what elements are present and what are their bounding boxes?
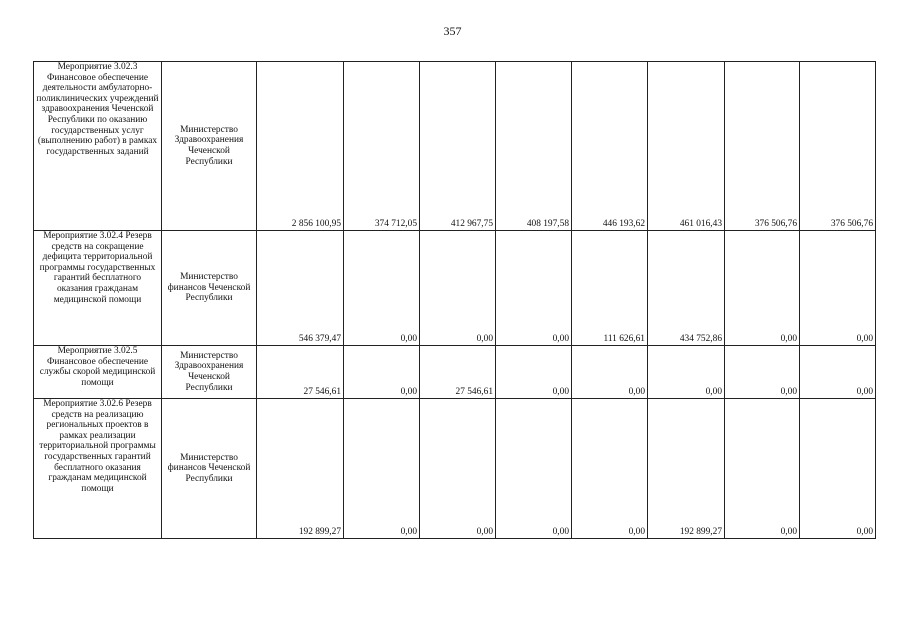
value-cell: 412 967,75 xyxy=(420,62,496,231)
executor-cell: Министерство Здравоохранения Чеченской Республики xyxy=(162,346,257,399)
page-number: 357 xyxy=(443,24,462,38)
value-cell-total: 2 856 100,95 xyxy=(257,62,344,231)
value-cell: 0,00 xyxy=(496,231,572,346)
value-cell-total: 546 379,47 xyxy=(257,231,344,346)
value-cell-total: 27 546,61 xyxy=(257,346,344,399)
value-cell: 376 506,76 xyxy=(725,62,800,231)
table-row xyxy=(34,399,876,539)
value-cell: 0,00 xyxy=(420,231,496,346)
value-cell: 434 752,86 xyxy=(648,231,725,346)
value-cell: 0,00 xyxy=(496,399,572,539)
value-cell: 192 899,27 xyxy=(648,399,725,539)
value-cell: 0,00 xyxy=(344,399,420,539)
value-cell: 0,00 xyxy=(572,346,648,399)
value-cell: 0,00 xyxy=(800,346,876,399)
value-cell: 0,00 xyxy=(725,346,800,399)
value-cell: 374 712,05 xyxy=(344,62,420,231)
value-cell: 461 016,43 xyxy=(648,62,725,231)
measure-cell: Мероприятие 3.02.5 Финансовое обеспечение службы скорой медицинской помощи xyxy=(34,346,162,399)
value-cell: 0,00 xyxy=(420,399,496,539)
value-cell: 0,00 xyxy=(572,399,648,539)
executor-cell: Министерство Здравоохранения Чеченской Республики xyxy=(162,62,257,231)
executor-cell: Министерство финансов Чеченской Республики xyxy=(162,231,257,346)
value-cell: 376 506,76 xyxy=(800,62,876,231)
value-cell: 0,00 xyxy=(344,346,420,399)
budget-table xyxy=(33,61,876,539)
value-cell: 0,00 xyxy=(648,346,725,399)
measure-cell: Мероприятие 3.02.4 Резерв средств на сокращение дефицита территориальной программы государственных гарантий бесплатного оказания гражданам медицинской помощи xyxy=(34,231,162,346)
value-cell: 111 626,61 xyxy=(572,231,648,346)
table-row xyxy=(34,231,876,346)
value-cell: 0,00 xyxy=(344,231,420,346)
table-row xyxy=(34,346,876,399)
value-cell: 0,00 xyxy=(725,399,800,539)
measure-cell: Мероприятие 3.02.3 Финансовое обеспечение деятельности амбулаторно-поликлинических учреждений здравоохранения Чеченской Республики по оказанию государственных услуг (выполнению работ) в рамках государственных заданий xyxy=(34,62,162,231)
value-cell: 408 197,58 xyxy=(496,62,572,231)
value-cell: 0,00 xyxy=(800,231,876,346)
value-cell-total: 192 899,27 xyxy=(257,399,344,539)
value-cell: 0,00 xyxy=(496,346,572,399)
value-cell: 0,00 xyxy=(800,399,876,539)
value-cell: 27 546,61 xyxy=(420,346,496,399)
executor-cell: Министерство финансов Чеченской Республики xyxy=(162,399,257,539)
value-cell: 0,00 xyxy=(725,231,800,346)
measure-cell: Мероприятие 3.02.6 Резерв средств на реализацию региональных проектов в рамках реализации территориальной программы государственных гарантий бесплатного оказания гражданам медицинской помощи xyxy=(34,399,162,539)
value-cell: 446 193,62 xyxy=(572,62,648,231)
table-row xyxy=(34,62,876,231)
